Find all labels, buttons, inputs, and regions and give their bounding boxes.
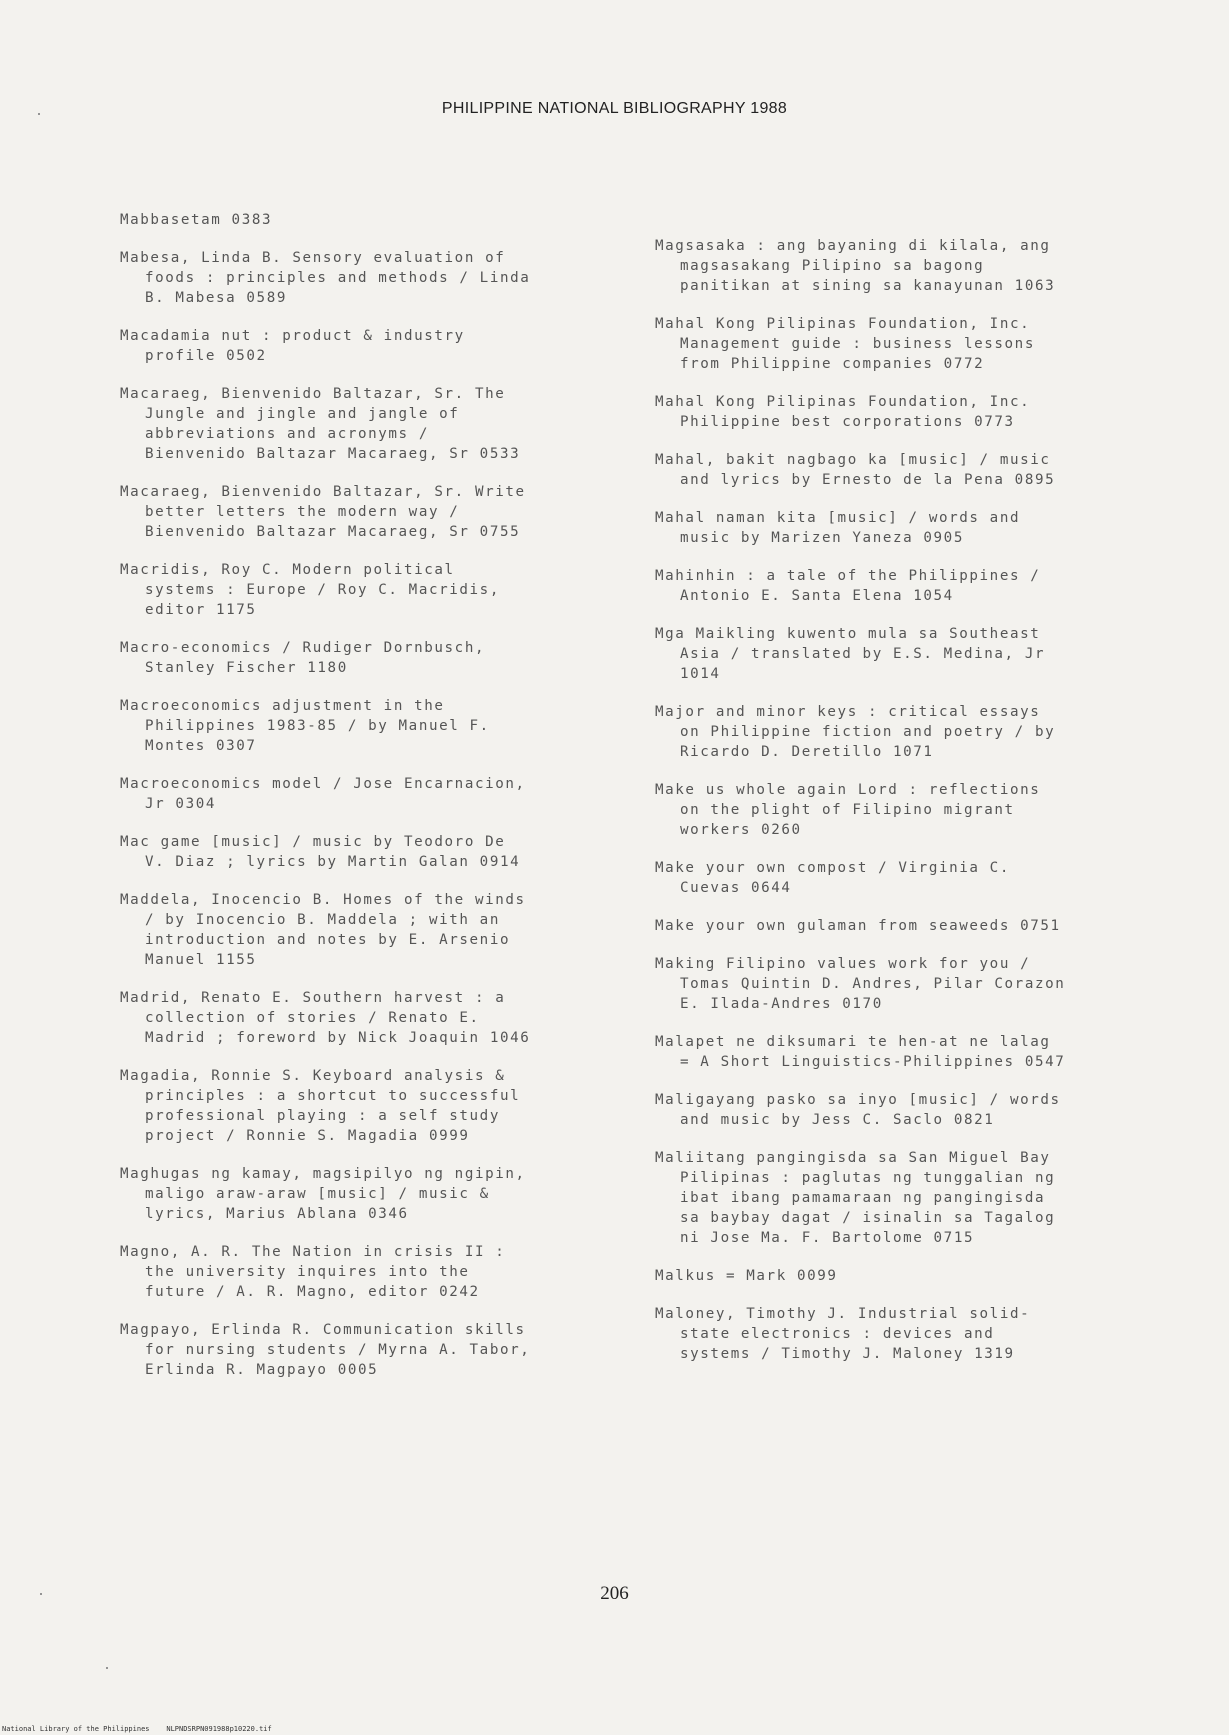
bibliography-entry: Make us whole again Lord : reflections on the plight of Filipino migrant workers 0260 xyxy=(655,782,1041,838)
bibliography-entry: Major and minor keys : critical essays on Philippine fiction and poetry / by Ricardo D. Deretillo 1071 xyxy=(655,704,1056,760)
page-header: PHILIPPINE NATIONAL BIBLIOGRAPHY 1988 xyxy=(441,100,788,117)
bibliography-entry: Maligayang pasko sa inyo [music] / words and music by Jess C. Saclo 0821 xyxy=(655,1092,1061,1128)
bibliography-entry: Macaraeg, Bienvenido Baltazar, Sr. Write better letters the modern way / Bienvenido Baltazar Macaraeg, Sr 0755 xyxy=(120,484,526,540)
bibliography-entry: Malkus = Mark 0099 xyxy=(655,1268,838,1284)
bibliography-entry: Maloney, Timothy J. Industrial solid- state electronics : devices and systems / Timothy J. Maloney 1319 xyxy=(655,1306,1031,1362)
bibliography-entry: Mahal Kong Pilipinas Foundation, Inc. Philippine best corporations 0773 xyxy=(655,394,1031,430)
right-column xyxy=(655,236,1145,1382)
bibliography-entry: Mga Maikling kuwento mula sa Southeast Asia / translated by E.S. Medina, Jr 1014 xyxy=(655,626,1046,682)
bibliography-entry: Magpayo, Erlinda R. Communication skills for nursing students / Myrna A. Tabor, Erlinda R. Magpayo 0005 xyxy=(120,1322,531,1378)
bibliography-entry: Making Filipino values work for you / Tomas Quintin D. Andres, Pilar Corazon E. Ilada-Andres 0170 xyxy=(655,956,1066,1012)
scan-footer: National Library of the Philippines NLPNDSRPN091988p10220.tif xyxy=(2,1725,272,1733)
bibliography-entry: Macroeconomics adjustment in the Philippines 1983-85 / by Manuel F. Montes 0307 xyxy=(120,698,490,754)
bibliography-entry: Maliitang pangingisda sa San Miguel Bay Pilipinas : paglutas ng tunggalian ng ibat ibang pamamaraan ng pangingisda sa baybay dagat / isinalin sa Tagalog ni Jose Ma. F. Bartolome 0715 xyxy=(655,1150,1056,1246)
bibliography-entry: Mahal Kong Pilipinas Foundation, Inc. Management guide : business lessons from Philippine companies 0772 xyxy=(655,316,1035,372)
bibliography-entry: Mahal, bakit nagbago ka [music] / music and lyrics by Ernesto de la Pena 0895 xyxy=(655,452,1056,488)
bibliography-entry: Mabesa, Linda B. Sensory evaluation of foods : principles and methods / Linda B. Mabesa 0589 xyxy=(120,250,531,306)
bibliography-entry: Mahal naman kita [music] / words and music by Marizen Yaneza 0905 xyxy=(655,510,1021,546)
bibliography-entry: Maddela, Inocencio B. Homes of the winds / by Inocencio B. Maddela ; with an introduction and notes by E. Arsenio Manuel 1155 xyxy=(120,892,526,968)
bibliography-entry: Mac game [music] / music by Teodoro De V. Diaz ; lyrics by Martin Galan 0914 xyxy=(120,834,521,870)
scan-speck xyxy=(40,1593,42,1595)
bibliography-entry: Make your own gulaman from seaweeds 0751 xyxy=(655,918,1061,934)
scan-speck xyxy=(106,1667,108,1669)
bibliography-entry: Macroeconomics model / Jose Encarnacion, Jr 0304 xyxy=(120,776,526,812)
bibliography-entry: Mabbasetam 0383 xyxy=(120,212,273,228)
bibliography-entry: Macaraeg, Bienvenido Baltazar, Sr. The Jungle and jingle and jangle of abbreviations and acronyms / Bienvenido Baltazar Macaraeg, Sr 0533 xyxy=(120,386,521,462)
bibliography-entry: Madrid, Renato E. Southern harvest : a collection of stories / Renato E. Madrid ; foreword by Nick Joaquin 1046 xyxy=(120,990,531,1046)
page-number: 206 xyxy=(600,1583,629,1604)
bibliography-entry: Maghugas ng kamay, magsipilyo ng ngipin, maligo araw-araw [music] / music & lyrics, Marius Ablana 0346 xyxy=(120,1166,526,1222)
bibliography-entry: Magadia, Ronnie S. Keyboard analysis & principles : a shortcut to successful professional playing : a self study project / Ronnie S. Magadia 0999 xyxy=(120,1068,521,1144)
bibliography-entry: Macro-economics / Rudiger Dornbusch, Stanley Fischer 1180 xyxy=(120,640,486,676)
bibliography-entry: Magsasaka : ang bayaning di kilala, ang magsasakang Pilipino sa bagong panitikan at sining sa kanayunan 1063 xyxy=(655,238,1056,294)
bibliography-entry: Macadamia nut : product & industry profile 0502 xyxy=(120,328,465,364)
bibliography-entry: Magno, A. R. The Nation in crisis II : the university inquires into the future / A. R. Magno, editor 0242 xyxy=(120,1244,506,1300)
bibliography-entry: Macridis, Roy C. Modern political systems : Europe / Roy C. Macridis, editor 1175 xyxy=(120,562,500,618)
scan-speck xyxy=(38,113,40,115)
bibliography-entry: Mahinhin : a tale of the Philippines / Antonio E. Santa Elena 1054 xyxy=(655,568,1041,604)
bibliography-entry: Make your own compost / Virginia C. Cuevas 0644 xyxy=(655,860,1010,896)
bibliography-entry: Malapet ne diksumari te hen-at ne lalag = A Short Linguistics-Philippines 0547 xyxy=(655,1034,1066,1070)
left-column xyxy=(120,210,620,1398)
